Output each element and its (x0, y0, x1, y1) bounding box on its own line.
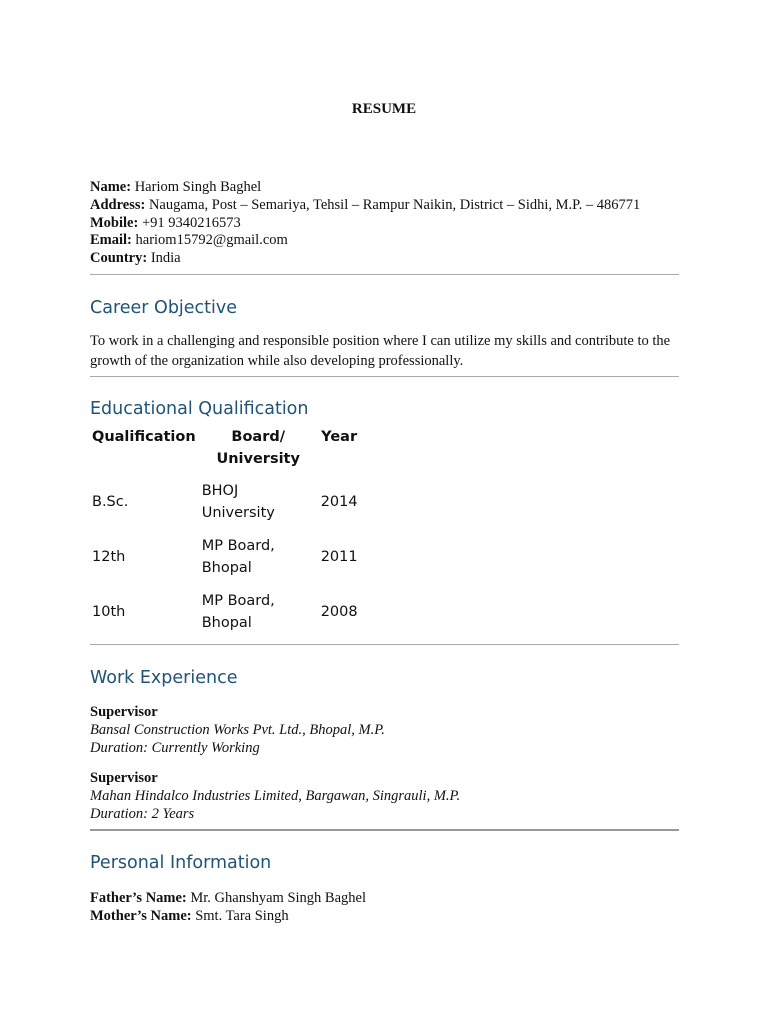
father-name-label: Father’s Name: (90, 890, 187, 906)
job-role: Supervisor (90, 704, 158, 720)
country-value: India (150, 250, 181, 267)
job-duration: Duration: Currently Working (90, 739, 260, 756)
father-name-value: Mr. Ghanshyam Singh Baghel (190, 890, 366, 906)
header-year: Year (321, 429, 358, 445)
email-value: hariom15792@gmail.com (135, 232, 288, 249)
address-value: Naugama, Post – Semariya, Tehsil – Rampur Naikin, District – Sidhi, M.P. – 486771 (148, 196, 641, 213)
personal-info-block (90, 890, 680, 926)
divider (90, 376, 679, 377)
job-role: Supervisor (90, 770, 158, 786)
table-row (89, 590, 361, 645)
board-cell: BHOJ University (201, 483, 275, 521)
qualification-cell: 10th (92, 603, 126, 620)
header-qualification: Qualification (92, 429, 196, 445)
email-label: Email: (90, 232, 132, 249)
career-objective-heading: Career Objective (90, 298, 238, 318)
mother-name-label: Mother’s Name: (90, 907, 192, 924)
mobile-value: +91 9340216573 (141, 214, 241, 231)
divider (90, 274, 679, 275)
contact-mobile-row (90, 215, 690, 233)
year-cell: 2011 (320, 548, 358, 565)
year-cell: 2008 (320, 603, 358, 620)
divider (90, 829, 679, 831)
name-label: Name: (90, 179, 132, 195)
header-board-university: Board/ University (216, 429, 300, 467)
divider (90, 644, 679, 645)
work-experience-heading: Work Experience (90, 668, 238, 688)
job-duration: Duration: 2 Years (90, 805, 195, 822)
mother-name-value: Smt. Tara Singh (195, 907, 289, 924)
career-objective-text: To work in a challenging and responsible position where I can utilize my skills and contribute to the growth of the organization while also developing professionally. (90, 333, 671, 369)
mobile-label: Mobile: (90, 214, 139, 231)
qualification-cell: B.Sc. (92, 493, 129, 510)
board-cell: MP Board, Bhopal (201, 538, 275, 576)
job-company: Mahan Hindalco Industries Limited, Bargawan, Singrauli, M.P. (90, 787, 461, 804)
personal-information-heading: Personal Information (90, 853, 272, 873)
education-heading: Educational Qualification (90, 399, 309, 419)
contact-block (90, 179, 690, 268)
table-row (89, 480, 361, 535)
job-entry (90, 770, 680, 823)
table-row (89, 535, 361, 590)
year-cell: 2014 (320, 493, 358, 510)
education-header-row (89, 427, 361, 480)
document-title: RESUME (351, 101, 417, 117)
contact-country-row (90, 250, 690, 268)
mother-name-row (90, 908, 680, 926)
name-value: Hariom Singh Baghel (134, 179, 262, 195)
education-table (89, 427, 361, 645)
father-name-row (90, 890, 680, 908)
job-entry (90, 704, 680, 757)
country-label: Country: (90, 250, 148, 267)
job-company: Bansal Construction Works Pvt. Ltd., Bhopal, M.P. (90, 721, 385, 738)
address-label: Address: (90, 196, 146, 213)
board-cell: MP Board, Bhopal (201, 593, 275, 631)
contact-email-row (90, 232, 690, 250)
contact-address-row (90, 197, 690, 215)
contact-name-row (90, 179, 690, 197)
qualification-cell: 12th (92, 548, 126, 565)
